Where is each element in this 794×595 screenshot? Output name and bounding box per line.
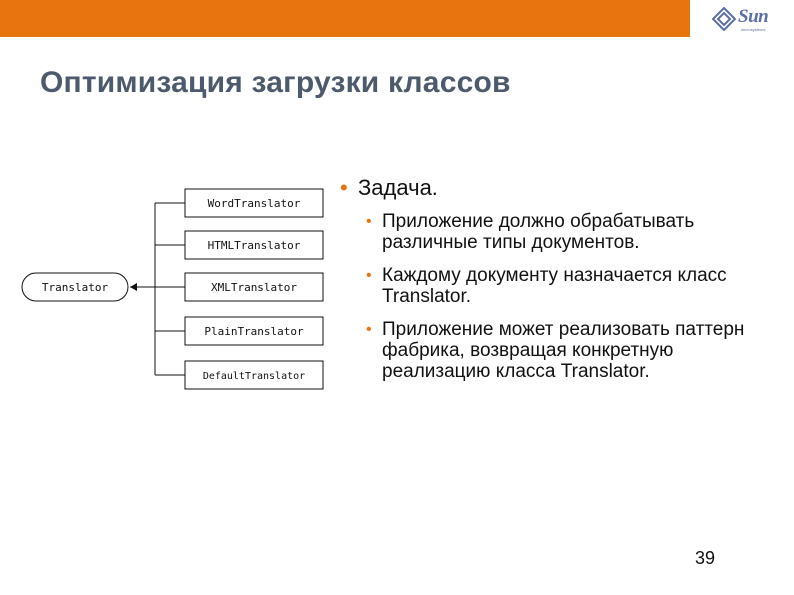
bullet-list (340, 175, 770, 394)
subclass-label: DefaultTranslator (202, 371, 306, 382)
bullet-marker: • (340, 175, 348, 200)
sub-bullet-text: Приложение может реализовать паттерн фабрика, возвращая конкретную реализацию класса Translator. (382, 319, 745, 382)
subclass-label: WordTranslator (207, 197, 301, 210)
slide-title: Оптимизация загрузки классов (40, 66, 511, 99)
sub-bullet-text: Каждому документу назначается класс Translator. (382, 265, 727, 307)
logo-subtext: microsystems (741, 27, 766, 32)
class-diagram (0, 0, 340, 400)
bullet-marker: • (366, 267, 372, 284)
main-bullet (340, 175, 770, 201)
bullet-marker: • (366, 321, 372, 338)
sub-bullet-text: Приложение должно обрабатывать различные типы документов. (382, 211, 695, 253)
page-number: 39 (695, 548, 716, 568)
sub-bullet (366, 265, 770, 307)
sun-logo-icon (712, 7, 736, 31)
subclass-label: PlainTranslator (204, 325, 304, 338)
base-class-label: Translator (41, 281, 109, 294)
subclass-label: HTMLTranslator (207, 239, 301, 252)
sub-bullet (366, 319, 770, 382)
subclass-label: XMLTranslator (210, 281, 298, 294)
inheritance-arrowhead (130, 283, 137, 291)
bullet-marker: • (366, 213, 372, 230)
logo-text: Sun (738, 6, 769, 27)
sub-bullet (366, 211, 770, 253)
main-bullet-text: Задача. (358, 175, 438, 200)
